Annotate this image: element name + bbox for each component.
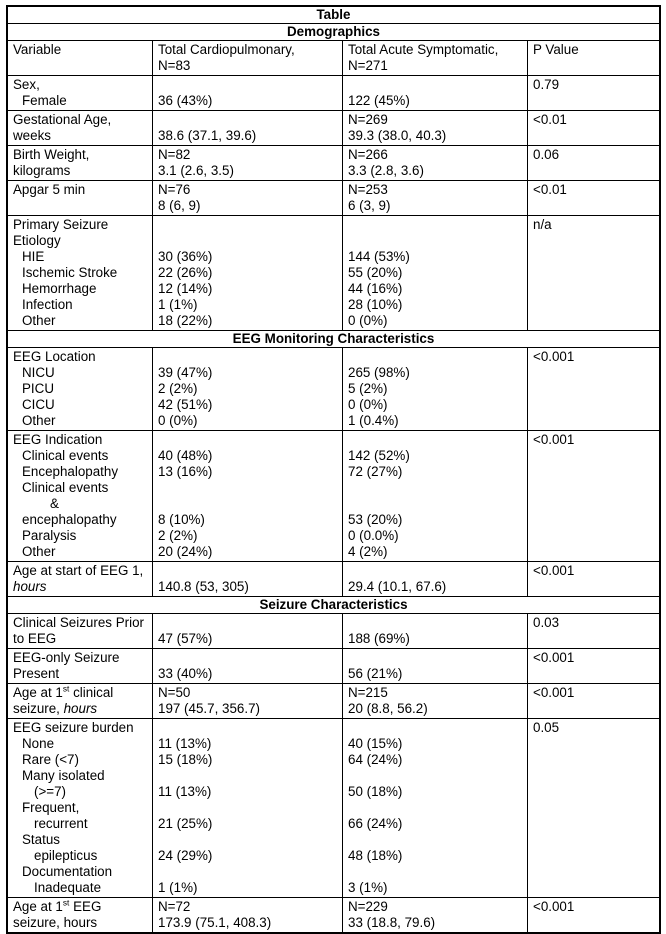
table-cell-line: Etiology [13,233,61,248]
column-header-cell [528,41,659,75]
table-cell [8,898,153,932]
table-cell-line [348,768,525,784]
table-cell-line: <0.01 [533,182,567,197]
table-cell-line [158,112,340,128]
table-cell-line: 173.9 (75.1, 408.3) [158,915,272,930]
table-cell-line: 0.05 [533,720,560,735]
table-cell-line: Primary Seizure [13,217,109,232]
section-header [8,24,659,41]
table-cell-line: 2 (2%) [158,381,198,396]
table-cell [8,348,153,430]
table-cell-line: 1 (0.4%) [348,413,399,428]
table-cell [528,216,659,330]
table-cell-line: 6 (3, 9) [348,198,391,213]
table-cell [528,614,659,648]
table-cell-line [348,720,525,736]
table-cell [343,146,528,180]
table-cell [343,431,528,561]
table-cell [8,111,153,145]
table-cell-line: 55 (20%) [348,265,403,280]
table-cell-line: 56 (21%) [348,666,403,681]
column-header-cell [8,41,153,75]
table-cell [528,719,659,897]
table-cell-line: Present [13,666,60,681]
table-cell-line: EEG Indication [13,432,103,447]
table-cell-line: 11 (13%) [158,784,212,799]
table-cell-line: <0.001 [533,685,575,700]
table-cell [153,146,343,180]
table-cell-line [348,615,525,631]
table-cell [153,348,343,430]
table-cell-line [158,800,340,816]
table-cell-line: Total Acute Symptomatic, [348,42,499,57]
table-cell [8,649,153,683]
table-cell-line: 188 (69%) [348,631,410,646]
table-cell-line: epilepticus [34,848,98,863]
table-cell-line: Ischemic Stroke [22,265,118,280]
table-cell-line: 142 (52%) [348,448,410,463]
table-cell [343,216,528,330]
table-cell [153,649,343,683]
table-cell [8,431,153,561]
table-cell-line: 0 (0%) [348,313,388,328]
section-header-text: Demographics [286,24,380,39]
table-cell-line: 29.4 (10.1, 67.6) [348,579,447,594]
table-cell-line [348,432,525,448]
table-cell [343,348,528,430]
table-cell-line: EEG seizure burden [13,720,134,735]
table-cell-line [348,650,525,666]
table-cell-line: 39.3 (38.0, 40.3) [348,128,447,143]
table-cell-line [348,864,525,880]
table-cell-line: 0 (0%) [158,413,198,428]
table-cell-line: Sex, [13,77,40,92]
table-cell-line: n/a [533,217,552,232]
table-cell-line: 66 (24%) [348,816,403,831]
table-cell-line [348,480,525,496]
table-cell-line: 40 (48%) [158,448,213,463]
table-cell-line: Rare (<7) [22,752,79,767]
table-cell-line: Documentation [22,864,113,879]
table-cell-line: 3.1 (2.6, 3.5) [158,163,234,178]
table-cell-line: 122 (45%) [348,93,410,108]
table-cell-line: 1 (1%) [158,297,198,312]
table-cell [153,431,343,561]
table-cell [153,719,343,897]
table-title [8,7,659,24]
section-header [8,331,659,348]
table-cell-line: PICU [22,381,54,396]
table-cell-line: EEG-only Seizure [13,650,120,665]
table-row [8,649,659,684]
column-header-cell [153,41,343,75]
table-cell-line: 53 (20%) [348,512,403,527]
table-cell-line: 2 (2%) [158,528,198,543]
table-cell-line: Other [22,313,56,328]
table-row [8,76,659,111]
table-cell [343,898,528,932]
table-cell-line: 8 (10%) [158,512,205,527]
table-cell [8,684,153,718]
table-cell-line: 197 (45.7, 356.7) [158,701,260,716]
table-cell [153,181,343,215]
table-cell-line: N=253 [348,182,388,197]
table-cell-line: recurrent [34,816,88,831]
table-cell-line: 33 (40%) [158,666,213,681]
table-cell-line: 144 (53%) [348,249,410,264]
table-row [8,146,659,181]
section-header [8,597,659,614]
table-cell-line: 50 (18%) [348,784,403,799]
table-row [8,348,659,431]
table-cell-line: <0.001 [533,563,575,578]
table-cell-line: 11 (13%) [158,736,212,751]
table-cell-line: 140.8 (53, 305) [158,579,249,594]
table-cell-line: encephalopathy [22,512,117,527]
table-cell-line [158,832,340,848]
table-cell [153,562,343,596]
table-cell-line: Clinical events [22,480,109,495]
table-cell [528,431,659,561]
table-cell-line: 48 (18%) [348,848,403,863]
table-cell-line: 39 (47%) [158,365,213,380]
table-cell-line [158,233,340,249]
table-cell-line: N=229 [348,899,388,914]
table-cell-line: 8 (6, 9) [158,198,201,213]
table-cell-line: weeks [13,128,51,143]
table-cell [8,146,153,180]
table-cell-line [158,768,340,784]
table-cell-line: 1 (1%) [158,880,198,895]
table-cell-line [158,480,340,496]
table-cell-line: NICU [22,365,55,380]
table-cell-line: 0.06 [533,147,560,162]
table-cell-line [348,217,525,233]
table-cell-line [348,233,525,249]
table-cell-line: Infection [22,297,73,312]
table-cell-line [158,650,340,666]
table-cell-line: N=269 [348,112,388,127]
table-cell-line: 18 (22%) [158,313,213,328]
table-cell-line: Age at 1st clinical [13,684,114,700]
table-row [8,898,659,932]
table-cell-line: <0.001 [533,650,575,665]
table-cell-line: 42 (51%) [158,397,213,412]
table-cell-line: CICU [22,397,55,412]
table-row [8,216,659,331]
table-cell [528,684,659,718]
table-cell-line: P Value [533,42,579,57]
table-cell-line [348,349,525,365]
table-cell-line: 265 (98%) [348,365,410,380]
table-cell [8,76,153,110]
table-cell-line: Many isolated [22,768,105,783]
table-cell [528,146,659,180]
table-cell-line: Clinical Seizures Prior [13,615,144,630]
table-cell-line: 3 (1%) [348,880,388,895]
table-cell [8,562,153,596]
table-cell-line [348,496,525,512]
table-cell [8,181,153,215]
table-cell-line: seizure, hours [13,701,98,716]
table-cell-line: to EEG [13,631,57,646]
table-cell-line: 40 (15%) [348,736,403,751]
table-cell-line: <0.001 [533,899,575,914]
table-cell-line: hours [13,579,47,594]
table-cell-line: 72 (27%) [348,464,403,479]
table-cell-line: 22 (26%) [158,265,213,280]
table-cell [153,684,343,718]
table-cell-line: Female [22,93,67,108]
table-cell-line [158,720,340,736]
table-cell-line: 28 (10%) [348,297,403,312]
table-cell-line: N=82 [158,147,191,162]
table-cell-line: Hemorrhage [22,281,97,296]
table-cell-line: 0 (0.0%) [348,528,399,543]
table-cell-line: 0.79 [533,77,560,92]
table-cell [528,76,659,110]
table-cell-line: Other [22,413,56,428]
table-cell [8,216,153,330]
table-cell-line: 13 (16%) [158,464,213,479]
table-cell [153,614,343,648]
table-cell-line [158,217,340,233]
table-cell [528,898,659,932]
table-row [8,614,659,649]
table-cell-line: kilograms [13,163,71,178]
table-cell-line: N=83 [158,58,191,73]
table-cell [528,181,659,215]
table-cell-line: 15 (18%) [158,752,213,767]
table-cell [8,719,153,897]
table-cell-line: <0.001 [533,349,575,364]
table-cell-line: 21 (25%) [158,816,213,831]
table-cell [343,649,528,683]
table-cell-line [158,615,340,631]
table-cell [528,348,659,430]
table-row [8,684,659,719]
table-cell [343,684,528,718]
clinical-characteristics-table [6,5,661,934]
table-cell-line: Total Cardiopulmonary, [158,42,295,57]
table-cell-line: HIE [22,249,45,264]
table-cell-line [158,496,340,512]
table-cell-line: 64 (24%) [348,752,403,767]
table-cell [8,614,153,648]
table-cell-line: 0.03 [533,615,560,630]
table-cell-line: Status [22,832,60,847]
table-cell-line: <0.001 [533,432,575,447]
table-cell-line: 4 (2%) [348,544,388,559]
table-cell-line [158,563,340,579]
table-cell-line: 44 (16%) [348,281,403,296]
table-cell-line: Birth Weight, [13,147,90,162]
table-cell-line: N=266 [348,147,388,162]
table-cell-line: 5 (2%) [348,381,388,396]
table-cell [153,216,343,330]
table-cell-line [348,832,525,848]
table-cell [528,649,659,683]
table-cell [528,562,659,596]
table-cell [343,614,528,648]
table-cell-line: EEG Location [13,349,96,364]
table-row [8,431,659,562]
table-cell-line: None [22,736,55,751]
table-row [8,719,659,898]
table-row [8,181,659,216]
table-cell-line: Gestational Age, [13,112,112,127]
table-cell [343,76,528,110]
table-cell [153,76,343,110]
table-title-text: Table [316,7,351,22]
table-cell-line [348,77,525,93]
section-header-text: EEG Monitoring Characteristics [232,331,435,346]
table-cell-line: 0 (0%) [348,397,388,412]
table-cell-line: Encephalopathy [22,464,119,479]
section-header-text: Seizure Characteristics [259,597,408,612]
table-cell [528,111,659,145]
table-cell-line: Inadequate [34,880,102,895]
table-cell-line: (>=7) [34,784,67,799]
table-cell-line: 47 (57%) [158,631,213,646]
table-cell-line: & [50,496,59,511]
column-header-row [8,41,659,76]
table-cell-line: N=76 [158,182,191,197]
table-cell [343,181,528,215]
table-cell-line: N=215 [348,685,388,700]
table-cell-line [158,864,340,880]
table-cell-line: N=271 [348,58,388,73]
table-cell-line: 20 (8.8, 56.2) [348,701,428,716]
column-header-cell [343,41,528,75]
table-row [8,111,659,146]
table-cell-line: 36 (43%) [158,93,213,108]
table-cell-line [348,563,525,579]
table-cell-line: <0.01 [533,112,567,127]
table-cell [153,111,343,145]
table-cell-line: N=72 [158,899,191,914]
table-cell-line [158,77,340,93]
table-cell-line: Variable [13,42,62,57]
table-cell [343,111,528,145]
table-cell-line: Paralysis [22,528,77,543]
table-cell-line [348,800,525,816]
table-cell-line [158,432,340,448]
table-cell-line: N=50 [158,685,191,700]
table-cell-line: 24 (29%) [158,848,213,863]
table-cell-line: Age at 1st EEG [13,898,102,914]
table-cell-line: Frequent, [22,800,80,815]
table-cell-line: Other [22,544,56,559]
table-cell-line: 33 (18.8, 79.6) [348,915,436,930]
table-cell [343,562,528,596]
table-cell-line: 30 (36%) [158,249,213,264]
table-cell-line: 12 (14%) [158,281,213,296]
table-cell-line: seizure, hours [13,915,98,930]
table-row [8,562,659,597]
table-cell-line: 20 (24%) [158,544,213,559]
table-cell-line [158,349,340,365]
table-cell-line: Age at start of EEG 1, [13,563,144,578]
table-cell-line: 38.6 (37.1, 39.6) [158,128,257,143]
table-cell-line: Clinical events [22,448,109,463]
table-cell [343,719,528,897]
table-cell [153,898,343,932]
table-cell-line: 3.3 (2.8, 3.6) [348,163,424,178]
table-cell-line: Apgar 5 min [13,182,86,197]
